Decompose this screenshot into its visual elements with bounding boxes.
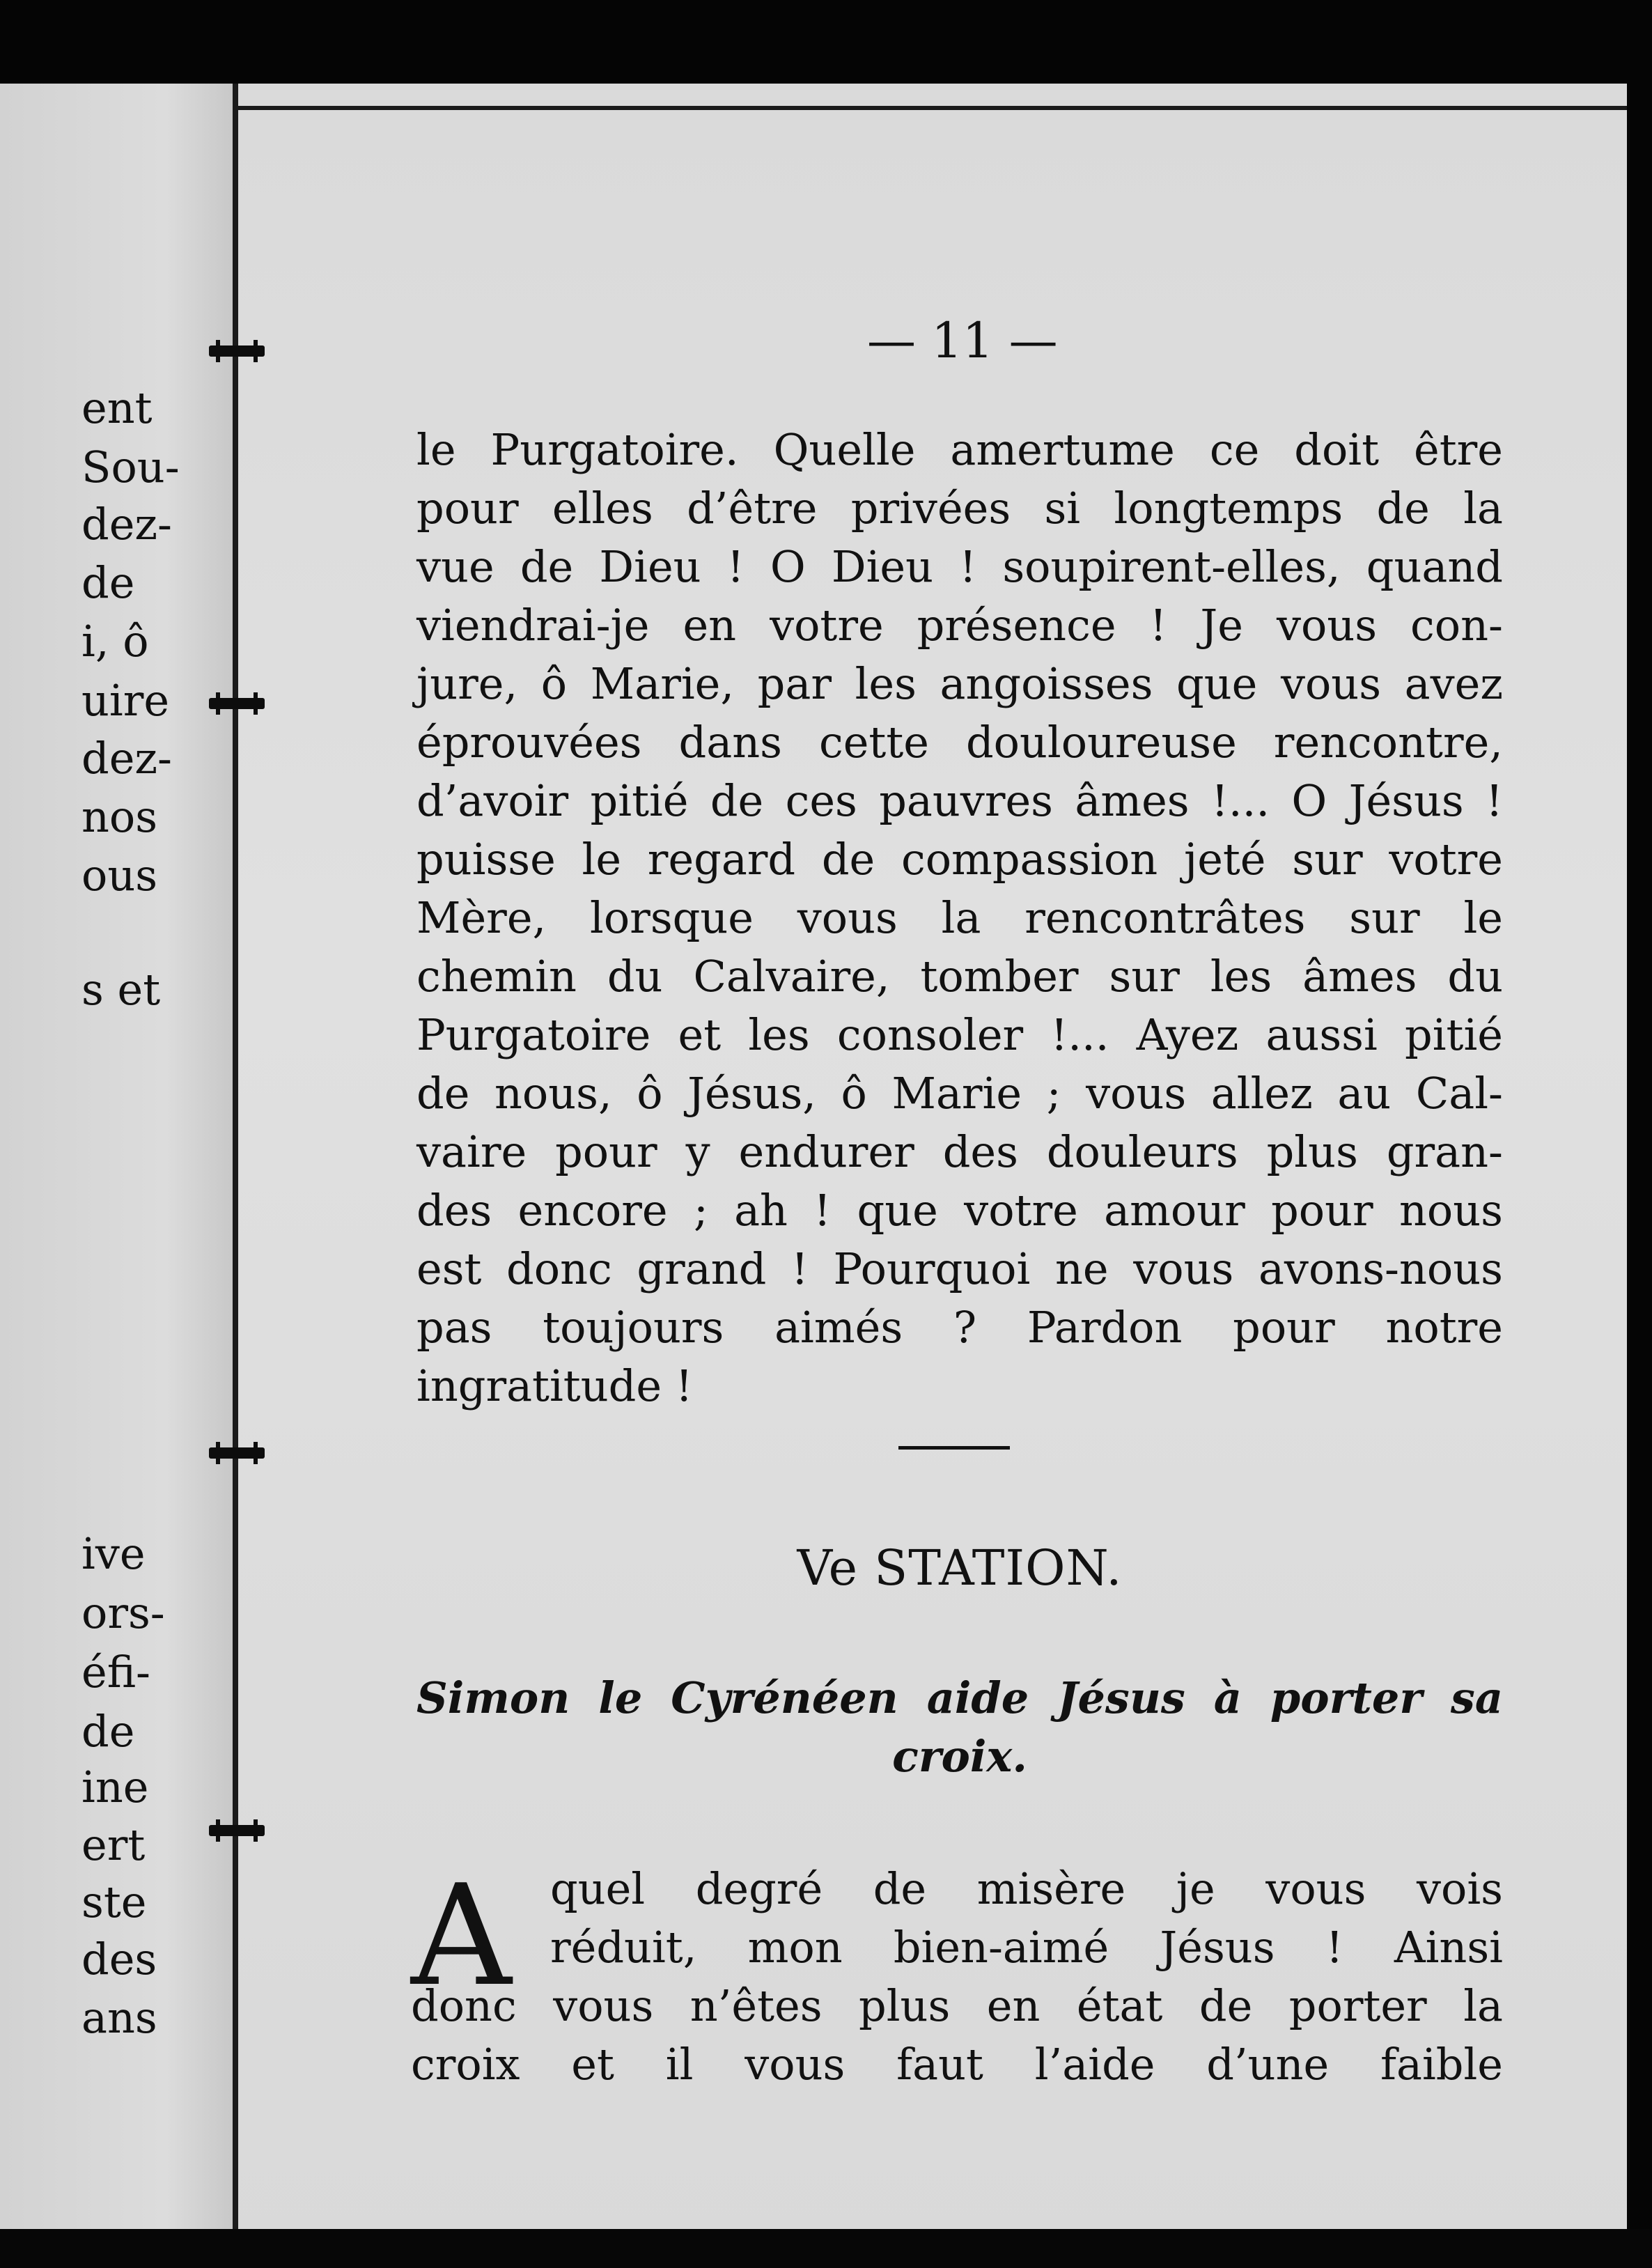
left-fragment: dez- (81, 499, 172, 550)
binding-stitch (209, 698, 265, 709)
left-fragment: i, ô (81, 616, 149, 667)
text-line: pour elles d’être privées si longtemps de la (416, 483, 1503, 534)
subtitle-line: Simon le Cyrénéen aide Jésus à porter sa (416, 1672, 1503, 1723)
book-spine (233, 84, 238, 2264)
station-title: Ve STATION. (797, 1539, 1123, 1597)
left-fragment: ine (81, 1762, 149, 1812)
subtitle-line: croix. (892, 1731, 1027, 1782)
left-fragment: ous (81, 850, 158, 901)
text-line: vue de Dieu ! O Dieu ! soupirent-elles, quand (416, 541, 1503, 592)
paragraph-1 (416, 421, 1503, 1415)
paragraph-2-inset (550, 1860, 1503, 1977)
left-fragment: ert (81, 1819, 146, 1870)
left-fragment: ent (81, 382, 153, 433)
binding-stitch (209, 1447, 265, 1459)
text-line: est donc grand ! Pourquoi ne vous avons-nous (416, 1243, 1503, 1294)
scan-border (1627, 84, 1652, 2264)
text-line: Purgatoire et les consoler !... Ayez aussi pitié (416, 1009, 1503, 1060)
left-fragment: de (81, 1706, 135, 1757)
binding-stitch (209, 345, 265, 357)
text-line: jure, ô Marie, par les angoisses que vous avez (416, 658, 1503, 709)
text-line: vaire pour y endurer des douleurs plus gran- (416, 1126, 1503, 1177)
left-fragment: ors- (81, 1587, 165, 1638)
left-fragment: des (81, 1934, 157, 1984)
station-subtitle (416, 1669, 1503, 1786)
left-fragment: ans (81, 1992, 157, 2043)
left-fragment: éfi- (81, 1647, 150, 1698)
left-fragment: uire (81, 675, 170, 726)
text-line: quel degré de misère je vous vois (550, 1863, 1503, 1914)
left-fragment: s et (81, 964, 161, 1015)
text-line: Mère, lorsque vous la rencontrâtes sur le (416, 892, 1503, 943)
binding-stitch (209, 1825, 265, 1836)
text-line: éprouvées dans cette douloureuse rencontre, (416, 717, 1503, 768)
drop-cap: A (411, 1855, 512, 2017)
page-number: — 11 — (867, 312, 1058, 369)
paragraph-2-body (411, 1977, 1503, 2094)
left-fragment: de (81, 557, 135, 608)
text-line: croix et il vous faut l’aide d’une faible (411, 2039, 1503, 2090)
left-fragment: nos (81, 791, 158, 842)
left-fragment: ste (81, 1877, 147, 1927)
text-line: ingratitude ! (416, 1360, 693, 1411)
section-separator (898, 1446, 1010, 1450)
text-line: le Purgatoire. Quelle amertume ce doit être (416, 424, 1503, 475)
left-fragment: Sou- (81, 442, 180, 492)
text-line: des encore ; ah ! que votre amour pour nous (416, 1185, 1503, 1236)
left-fragment: dez- (81, 733, 172, 784)
text-line: puisse le regard de compassion jeté sur votre (416, 834, 1503, 885)
text-line: donc vous n’êtes plus en état de porter la (411, 1980, 1503, 2031)
text-line: réduit, mon bien-aimé Jésus ! Ainsi (550, 1922, 1503, 1973)
text-line: viendrai-je en votre présence ! Je vous con- (416, 600, 1503, 651)
text-line: chemin du Calvaire, tomber sur les âmes du (416, 951, 1503, 1002)
text-line: pas toujours aimés ? Pardon pour notre (416, 1302, 1503, 1353)
text-line: de nous, ô Jésus, ô Marie ; vous allez au Cal- (416, 1068, 1503, 1119)
top-page-edge (237, 106, 1630, 110)
text-line: d’avoir pitié de ces pauvres âmes !... O Jésus ! (416, 775, 1503, 826)
left-fragment: ive (81, 1528, 146, 1579)
scan-border-bottom (0, 2229, 1652, 2268)
